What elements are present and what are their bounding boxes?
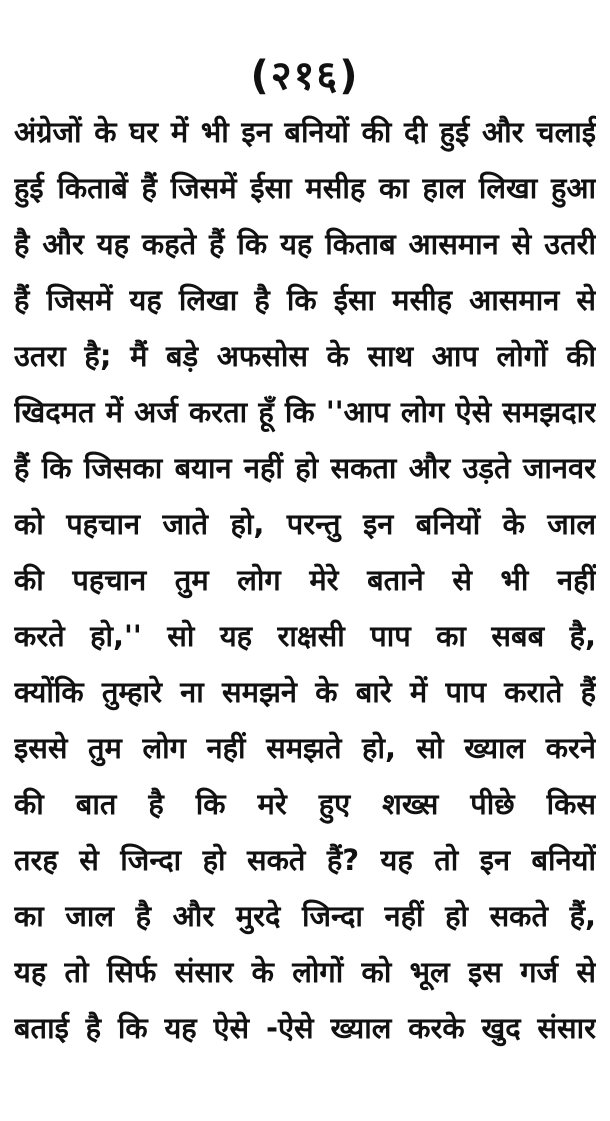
text-line: की बात है कि मरे हुए शख्स पीछे किस — [14, 787, 596, 821]
page-number: (२१६) — [250, 53, 360, 99]
text-line: है और यह कहते हैं कि यह किताब आसमान से उतरी — [14, 227, 596, 261]
text-line: को पहचान जाते हो, परन्तु इन बनियों के जाल — [14, 507, 596, 541]
text-line: खिदमत में अर्ज करता हूँ कि ''आप लोग ऐसे समझदार — [14, 395, 596, 429]
text-line: अंग्रेजों के घर में भी इन बनियों की दी हुई और चलाई — [14, 115, 596, 149]
text-line: यह तो सिर्फ संसार के लोगों को भूल इस गर्ज से — [14, 955, 596, 989]
text-line: क्योंकि तुम्हारे ना समझने के बारे में पाप कराते हैं — [14, 675, 596, 709]
text-line: की पहचान तुम लोग मेरे बताने से भी नहीं — [14, 563, 596, 597]
text-line: का जाल है और मुरदे जिन्दा नहीं हो सकते हैं, — [14, 899, 596, 933]
text-line: तरह से जिन्दा हो सकते हैं? यह तो इन बनियों — [14, 843, 596, 877]
text-line: इससे तुम लोग नहीं समझते हो, सो ख्याल करने — [14, 731, 596, 765]
text-line: हैं कि जिसका बयान नहीं हो सकता और उड़ते जानवर — [14, 451, 596, 485]
text-line: बताई है कि यह ऐसे -ऐसे ख्याल करके खुद संसार — [14, 1011, 596, 1045]
body-text — [14, 104, 596, 1056]
text-line: उतरा है; मैं बड़े अफसोस के साथ आप लोगों की — [14, 339, 596, 373]
text-line: करते हो,'' सो यह राक्षसी पाप का सबब है, — [14, 619, 596, 653]
text-line: हुई किताबें हैं जिसमें ईसा मसीह का हाल लिखा हुआ — [14, 171, 596, 205]
text-line: हैं जिसमें यह लिखा है कि ईसा मसीह आसमान से — [14, 283, 596, 317]
